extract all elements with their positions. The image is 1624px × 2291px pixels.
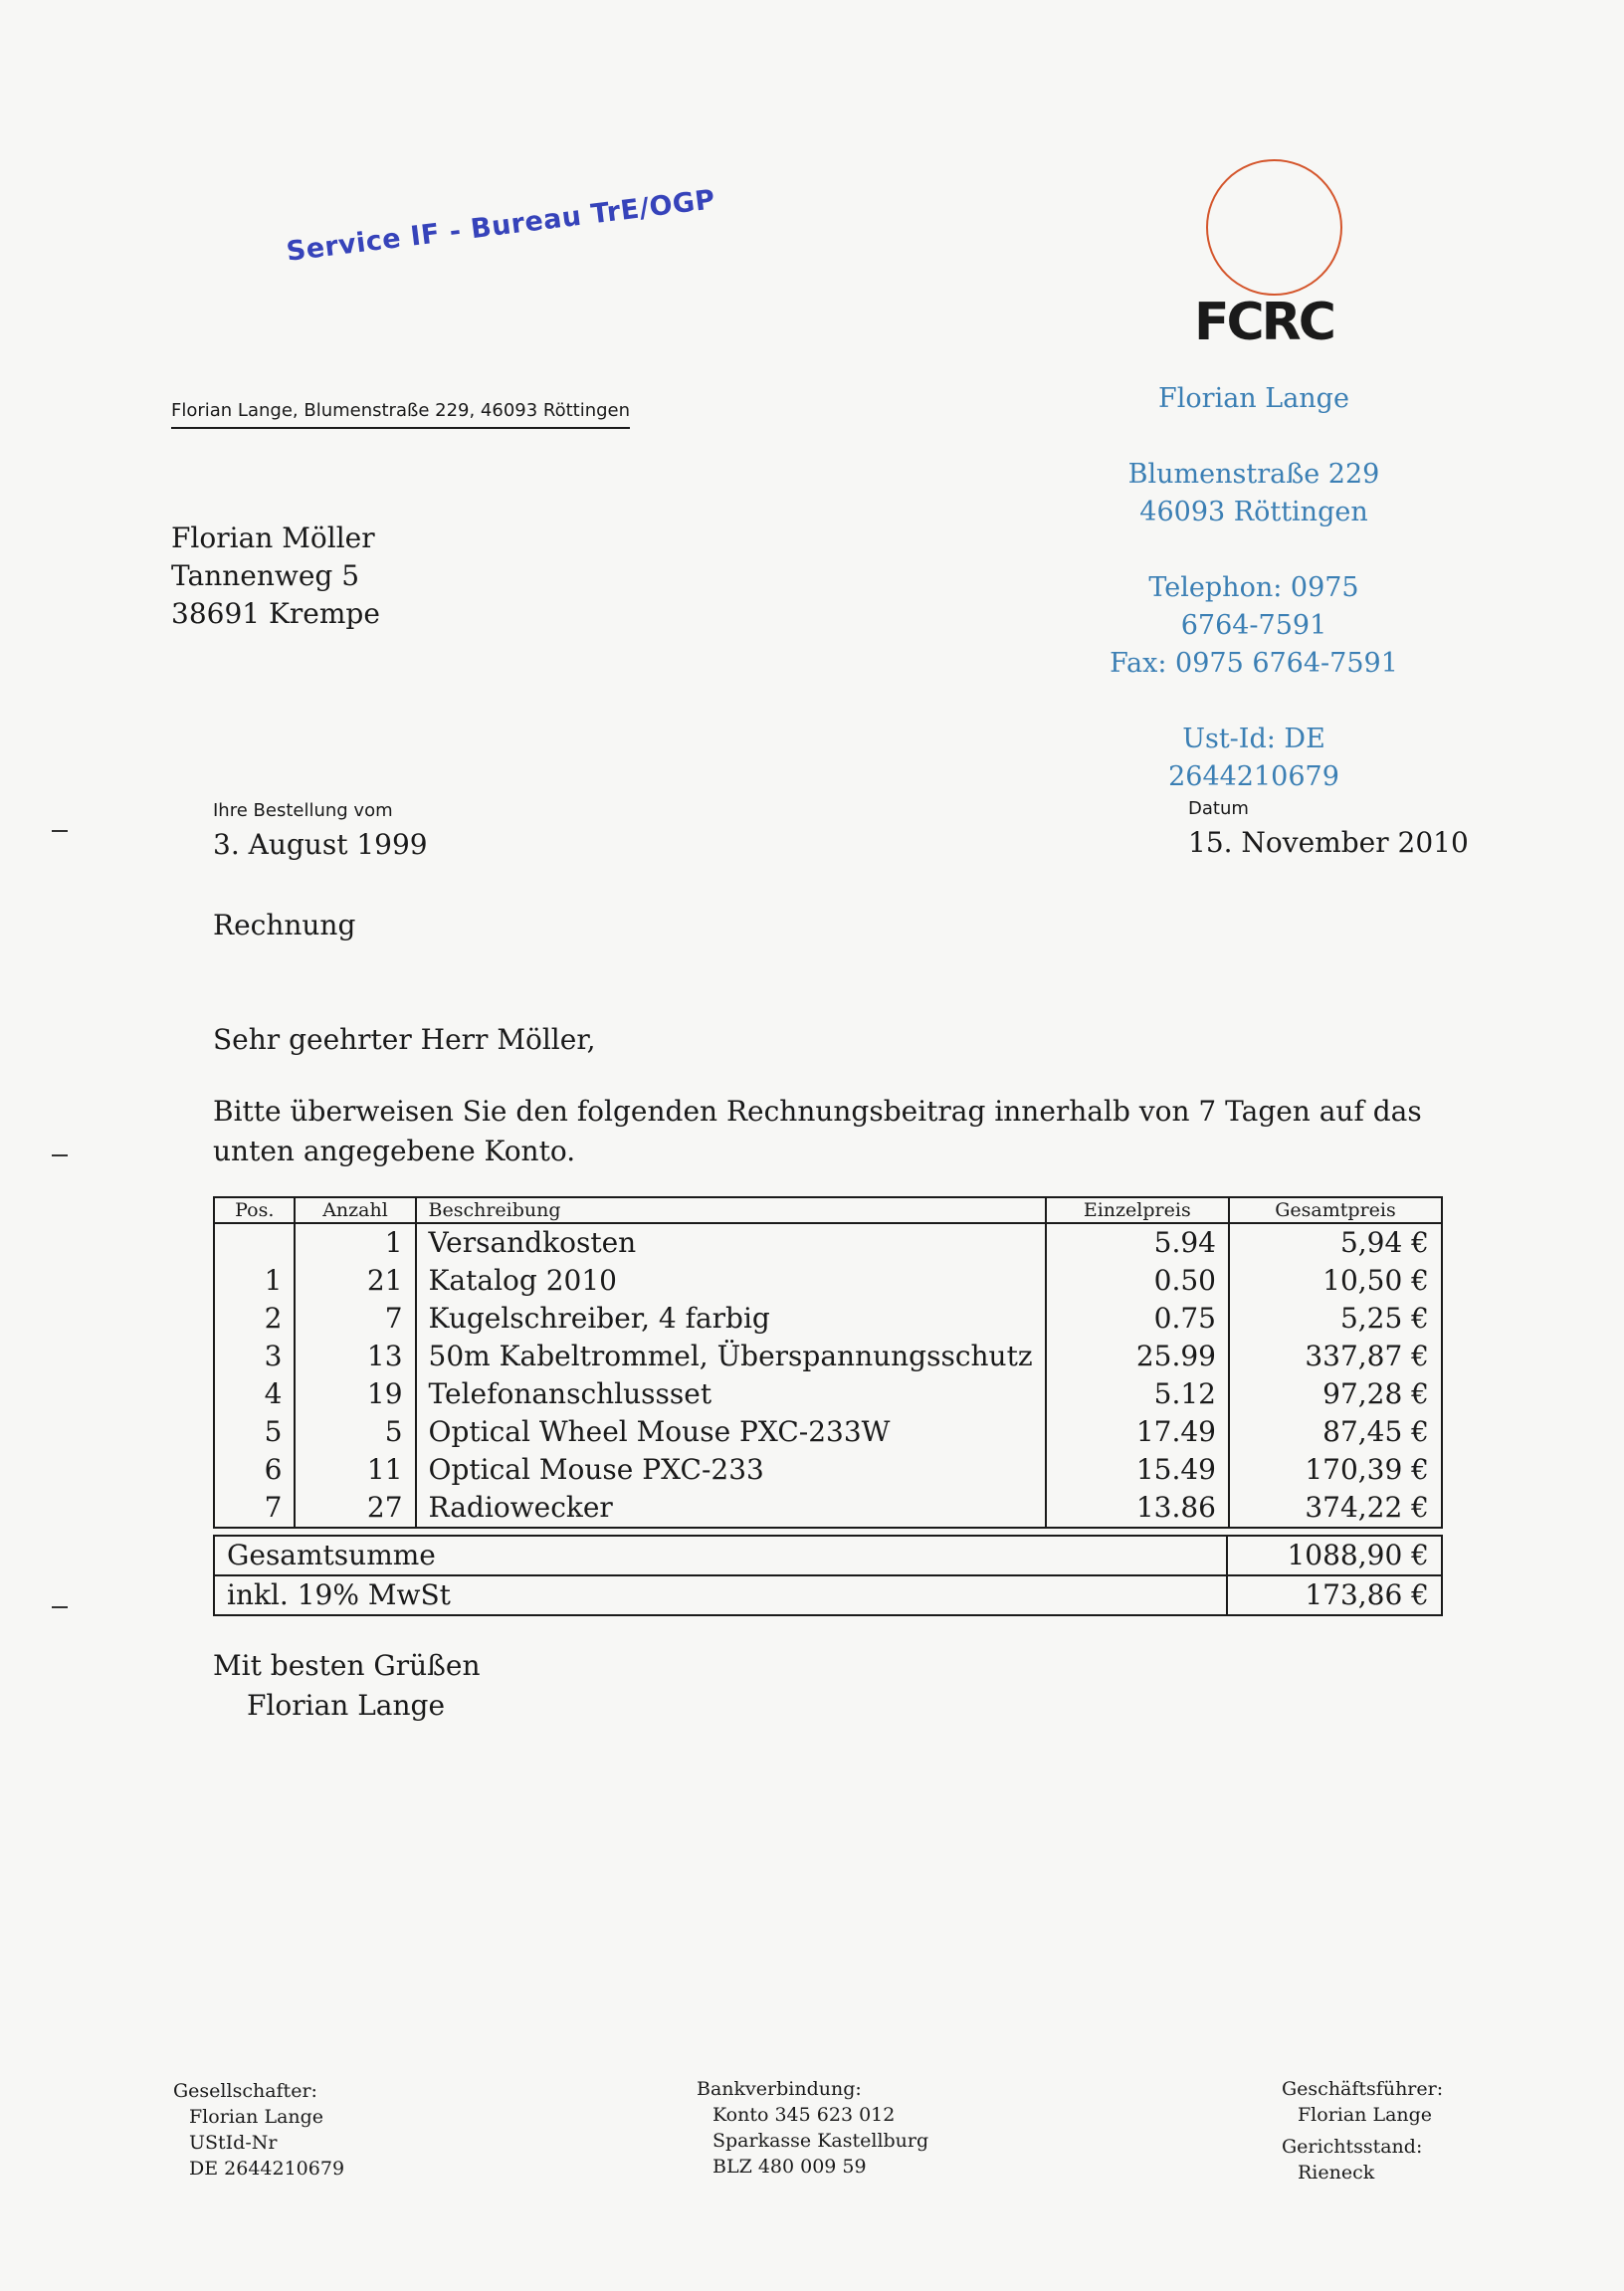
fold-mark-middle bbox=[52, 1154, 68, 1156]
invoice-date-label: Datum bbox=[1188, 798, 1249, 819]
salutation: Sehr geehrter Herr Möller, bbox=[213, 1023, 596, 1056]
row-description: Optical Mouse PXC-233 bbox=[416, 1451, 1046, 1489]
footer-management bbox=[1282, 2076, 1443, 2186]
fold-mark-bottom bbox=[52, 1606, 68, 1608]
order-date: 3. August 1999 bbox=[213, 828, 428, 861]
row-total-price: 10,50 € bbox=[1229, 1262, 1442, 1300]
row-unit-price: 13.86 bbox=[1046, 1489, 1229, 1528]
total-label: Gesamtsumme bbox=[214, 1536, 1227, 1575]
row-qty: 19 bbox=[295, 1375, 415, 1413]
row-unit-price: 15.49 bbox=[1046, 1451, 1229, 1489]
row-description: Kugelschreiber, 4 farbig bbox=[416, 1300, 1046, 1338]
row-total-price: 337,87 € bbox=[1229, 1338, 1442, 1375]
total-row bbox=[214, 1536, 1442, 1575]
recipient-city: 38691 Krempe bbox=[171, 597, 380, 630]
footer-partners-line: DE 2644210679 bbox=[189, 2158, 345, 2180]
row-pos: 5 bbox=[214, 1413, 295, 1451]
footer-court-title: Gerichtsstand: bbox=[1282, 2136, 1423, 2158]
table-row bbox=[214, 1413, 1442, 1451]
footer-partners-title: Gesellschafter: bbox=[173, 2080, 317, 2102]
body-text bbox=[213, 1092, 1422, 1171]
header-qty: Anzahl bbox=[295, 1197, 415, 1223]
body-line-2: unten angegebene Konto. bbox=[213, 1135, 576, 1167]
invoice-totals-table bbox=[213, 1535, 1443, 1616]
footer-partners-line: UStId-Nr bbox=[189, 2132, 278, 2154]
footer-bank bbox=[697, 2076, 928, 2180]
service-stamp: Service IF - Bureau TrE/OGP bbox=[285, 184, 717, 268]
sender-street: Blumenstraße 229 bbox=[1127, 459, 1380, 490]
row-total-price: 87,45 € bbox=[1229, 1413, 1442, 1451]
sender-ust-id: Ust-Id: DE 2644210679 bbox=[1168, 724, 1339, 792]
row-description: Telefonanschlussset bbox=[416, 1375, 1046, 1413]
recipient-address bbox=[171, 520, 380, 633]
footer-bank-line: Sparkasse Kastellburg bbox=[712, 2130, 929, 2152]
row-pos: 1 bbox=[214, 1262, 295, 1300]
invoice-items-table bbox=[213, 1196, 1443, 1529]
signature-name: Florian Lange bbox=[247, 1689, 446, 1722]
row-pos: 4 bbox=[214, 1375, 295, 1413]
row-pos: 3 bbox=[214, 1338, 295, 1375]
row-unit-price: 0.50 bbox=[1046, 1262, 1229, 1300]
row-description: 50m Kabeltrommel, Überspannungsschutz bbox=[416, 1338, 1046, 1375]
header-unit-price: Einzelpreis bbox=[1046, 1197, 1229, 1223]
order-date-label: Ihre Bestellung vom bbox=[213, 800, 393, 821]
footer-partners-line: Florian Lange bbox=[189, 2106, 324, 2128]
footer-bank-line: BLZ 480 009 59 bbox=[712, 2156, 867, 2178]
footer-bank-title: Bankverbindung: bbox=[697, 2078, 862, 2100]
subject-line: Rechnung bbox=[213, 909, 356, 941]
row-pos bbox=[214, 1223, 295, 1262]
table-row bbox=[214, 1262, 1442, 1300]
row-pos: 7 bbox=[214, 1489, 295, 1528]
footer-court-name: Rieneck bbox=[1298, 2162, 1375, 2184]
sender-info-block bbox=[1095, 380, 1413, 796]
row-total-price: 5,94 € bbox=[1229, 1223, 1442, 1262]
sender-fax: Fax: 0975 6764-7591 bbox=[1110, 648, 1398, 679]
row-description: Radiowecker bbox=[416, 1489, 1046, 1528]
row-qty: 5 bbox=[295, 1413, 415, 1451]
row-qty: 1 bbox=[295, 1223, 415, 1262]
header-pos: Pos. bbox=[214, 1197, 295, 1223]
company-logo: FCRC bbox=[1194, 293, 1333, 352]
row-pos: 6 bbox=[214, 1451, 295, 1489]
footer-manager-title: Geschäftsführer: bbox=[1282, 2078, 1444, 2100]
row-description: Versandkosten bbox=[416, 1223, 1046, 1262]
row-unit-price: 0.75 bbox=[1046, 1300, 1229, 1338]
row-qty: 11 bbox=[295, 1451, 415, 1489]
sender-name: Florian Lange bbox=[1158, 383, 1349, 414]
row-description: Optical Wheel Mouse PXC-233W bbox=[416, 1413, 1046, 1451]
table-row bbox=[214, 1223, 1442, 1262]
sender-return-line: Florian Lange, Blumenstraße 229, 46093 Röttingen bbox=[171, 400, 630, 429]
row-total-price: 5,25 € bbox=[1229, 1300, 1442, 1338]
row-unit-price: 25.99 bbox=[1046, 1338, 1229, 1375]
total-value: 1088,90 € bbox=[1227, 1536, 1442, 1575]
table-header-row bbox=[214, 1197, 1442, 1223]
row-description: Katalog 2010 bbox=[416, 1262, 1046, 1300]
sender-phone: Telephon: 0975 bbox=[1148, 572, 1359, 603]
row-unit-price: 17.49 bbox=[1046, 1413, 1229, 1451]
table-row bbox=[214, 1451, 1442, 1489]
vat-row bbox=[214, 1575, 1442, 1615]
row-total-price: 170,39 € bbox=[1229, 1451, 1442, 1489]
body-line-1: Bitte überweisen Sie den folgenden Rechnungsbeitrag innerhalb von 7 Tagen auf das bbox=[213, 1095, 1422, 1128]
logo-circle bbox=[1206, 159, 1342, 296]
recipient-street: Tannenweg 5 bbox=[171, 559, 360, 592]
row-pos: 2 bbox=[214, 1300, 295, 1338]
row-unit-price: 5.94 bbox=[1046, 1223, 1229, 1262]
footer-bank-line: Konto 345 623 012 bbox=[712, 2104, 896, 2126]
row-total-price: 374,22 € bbox=[1229, 1489, 1442, 1528]
recipient-name: Florian Möller bbox=[171, 521, 375, 554]
table-row bbox=[214, 1489, 1442, 1528]
footer-partners bbox=[173, 2078, 344, 2182]
vat-label: inkl. 19% MwSt bbox=[214, 1575, 1227, 1615]
header-total-price: Gesamtpreis bbox=[1229, 1197, 1442, 1223]
invoice-date: 15. November 2010 bbox=[1188, 826, 1469, 859]
header-description: Beschreibung bbox=[416, 1197, 1046, 1223]
row-qty: 27 bbox=[295, 1489, 415, 1528]
row-qty: 7 bbox=[295, 1300, 415, 1338]
row-qty: 21 bbox=[295, 1262, 415, 1300]
table-row bbox=[214, 1300, 1442, 1338]
fold-mark-top bbox=[52, 830, 68, 832]
sender-phone-number: 6764-7591 bbox=[1180, 610, 1327, 641]
vat-value: 173,86 € bbox=[1227, 1575, 1442, 1615]
row-qty: 13 bbox=[295, 1338, 415, 1375]
table-row bbox=[214, 1375, 1442, 1413]
sender-city: 46093 Röttingen bbox=[1139, 497, 1368, 527]
table-row bbox=[214, 1338, 1442, 1375]
row-total-price: 97,28 € bbox=[1229, 1375, 1442, 1413]
closing: Mit besten Grüßen bbox=[213, 1649, 481, 1682]
footer-manager-name: Florian Lange bbox=[1298, 2104, 1433, 2126]
row-unit-price: 5.12 bbox=[1046, 1375, 1229, 1413]
